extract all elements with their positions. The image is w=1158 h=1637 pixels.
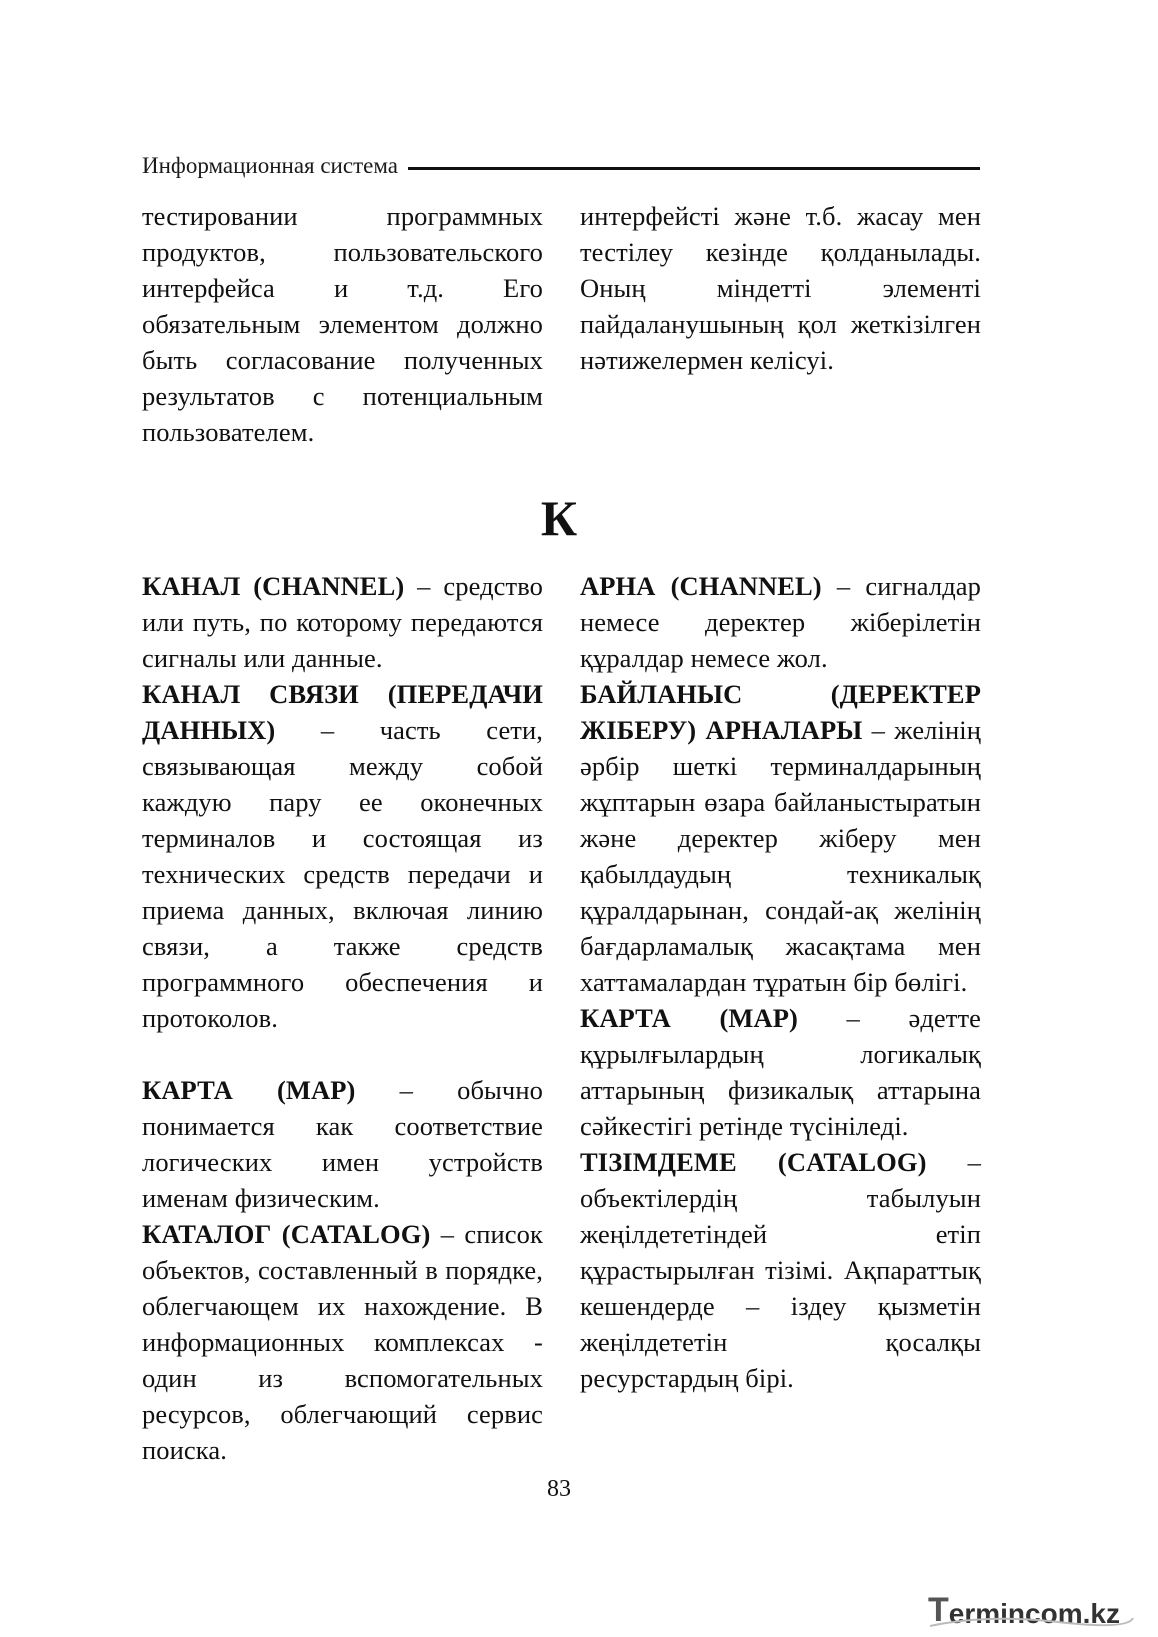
term-map-kz: КАРТА (MAP): [580, 1003, 798, 1033]
entry-channel-ru: [142, 568, 543, 676]
definition-map-kz: – әдетте құрылғылардың логикалық аттарының физикалық аттарына сәйкестігі ретінде түсініледі.: [580, 1003, 981, 1141]
term-channel-kz: АРНА (CHANNEL): [580, 571, 822, 601]
right-entries-column: [580, 568, 981, 1396]
term-channel-ru: КАНАЛ (CHANNEL): [142, 571, 405, 601]
entry-map-kz: [580, 1000, 981, 1144]
continued-text-ru: тестировании программных продуктов, пользовательского интерфейса и т.д. Его обязательным элементом должно быть согласование полученных результатов с потенциальным пользователем.: [142, 201, 543, 447]
page-number: 83: [547, 1476, 571, 1502]
running-header: [142, 148, 980, 184]
entry-comm-channel-kz: [580, 676, 981, 1000]
watermark-logo: [928, 1590, 1138, 1630]
watermark-rest: ermincom.kz: [948, 1598, 1120, 1629]
definition-map-ru: – обычно понимается как соответствие логических имен устройств именам физическим.: [142, 1075, 543, 1213]
left-entries-column: [142, 568, 543, 1468]
entry-catalog-ru: [142, 1216, 543, 1468]
entry-gap: [142, 1036, 543, 1072]
top-right-column: [580, 198, 981, 378]
continued-text-kz: интерфейсті және т.б. жасау мен тестілеу кезінде қолданылады. Оның міндетті элементі пайдаланушының қол жеткізілген нәтижелермен келісуі.: [580, 201, 981, 375]
term-comm-channel-kz: БАЙЛАНЫС (ДЕРЕКТЕР ЖІБЕРУ) АРНАЛАРЫ: [580, 679, 981, 745]
entry-catalog-kz: [580, 1144, 981, 1396]
term-catalog-kz: ТІЗІМДЕМЕ (CATALOG): [580, 1147, 927, 1177]
definition-comm-channel-kz: – желінің әрбір шеткі терминалдарының жұптарын өзара байланыстыратын және деректер жіберу мен қабылдаудың техникалық құралдарынан, сондай-ақ желінің бағдарламалық жасақтама мен хаттамалардан тұратын бір бөлігі.: [580, 715, 981, 997]
definition-channel-ru: – средство или путь, по которому передаются сигналы или данные.: [142, 571, 543, 673]
definition-catalog-kz: – объектілердің табылуын жеңілдететіндей етіп құрастырылған тізімі. Ақпараттық кешендерде – іздеу қызметін жеңілдететін қосалқы ресурстардың бірі.: [580, 1147, 982, 1393]
definition-catalog-ru: – список объектов, составленный в порядке, облегчающем их нахождение. В информационных комплексах - один из вспомогательных ресурсов, облегчающий сервис поиска.: [142, 1219, 543, 1465]
entry-comm-channel-ru: [142, 676, 543, 1036]
definition-channel-kz: – сигналдар немесе деректер жіберілетін құралдар немесе жол.: [580, 571, 981, 673]
running-header-title: Информационная система: [142, 153, 398, 178]
term-comm-channel-ru: КАНАЛ СВЯЗИ (ПЕРЕДАЧИ ДАННЫХ): [142, 679, 543, 745]
entry-channel-kz: [580, 568, 981, 676]
term-map-ru: КАРТА (MAP): [142, 1075, 356, 1105]
entry-map-ru: [142, 1072, 543, 1216]
top-left-column: [142, 198, 543, 450]
watermark-first-letter: T: [928, 1591, 949, 1629]
section-letter: К: [540, 490, 578, 546]
definition-comm-channel-ru: – часть сети, связывающая между собой каждую пару ее оконечных терминалов и состоящая из технических средств передачи и приема данных, включая линию связи, а также средств программного обеспечения и протоколов.: [142, 715, 543, 1033]
swoosh-icon: [928, 1612, 1138, 1632]
term-catalog-ru: КАТАЛОГ (CATALOG): [142, 1219, 431, 1249]
header-rule: [408, 167, 980, 170]
